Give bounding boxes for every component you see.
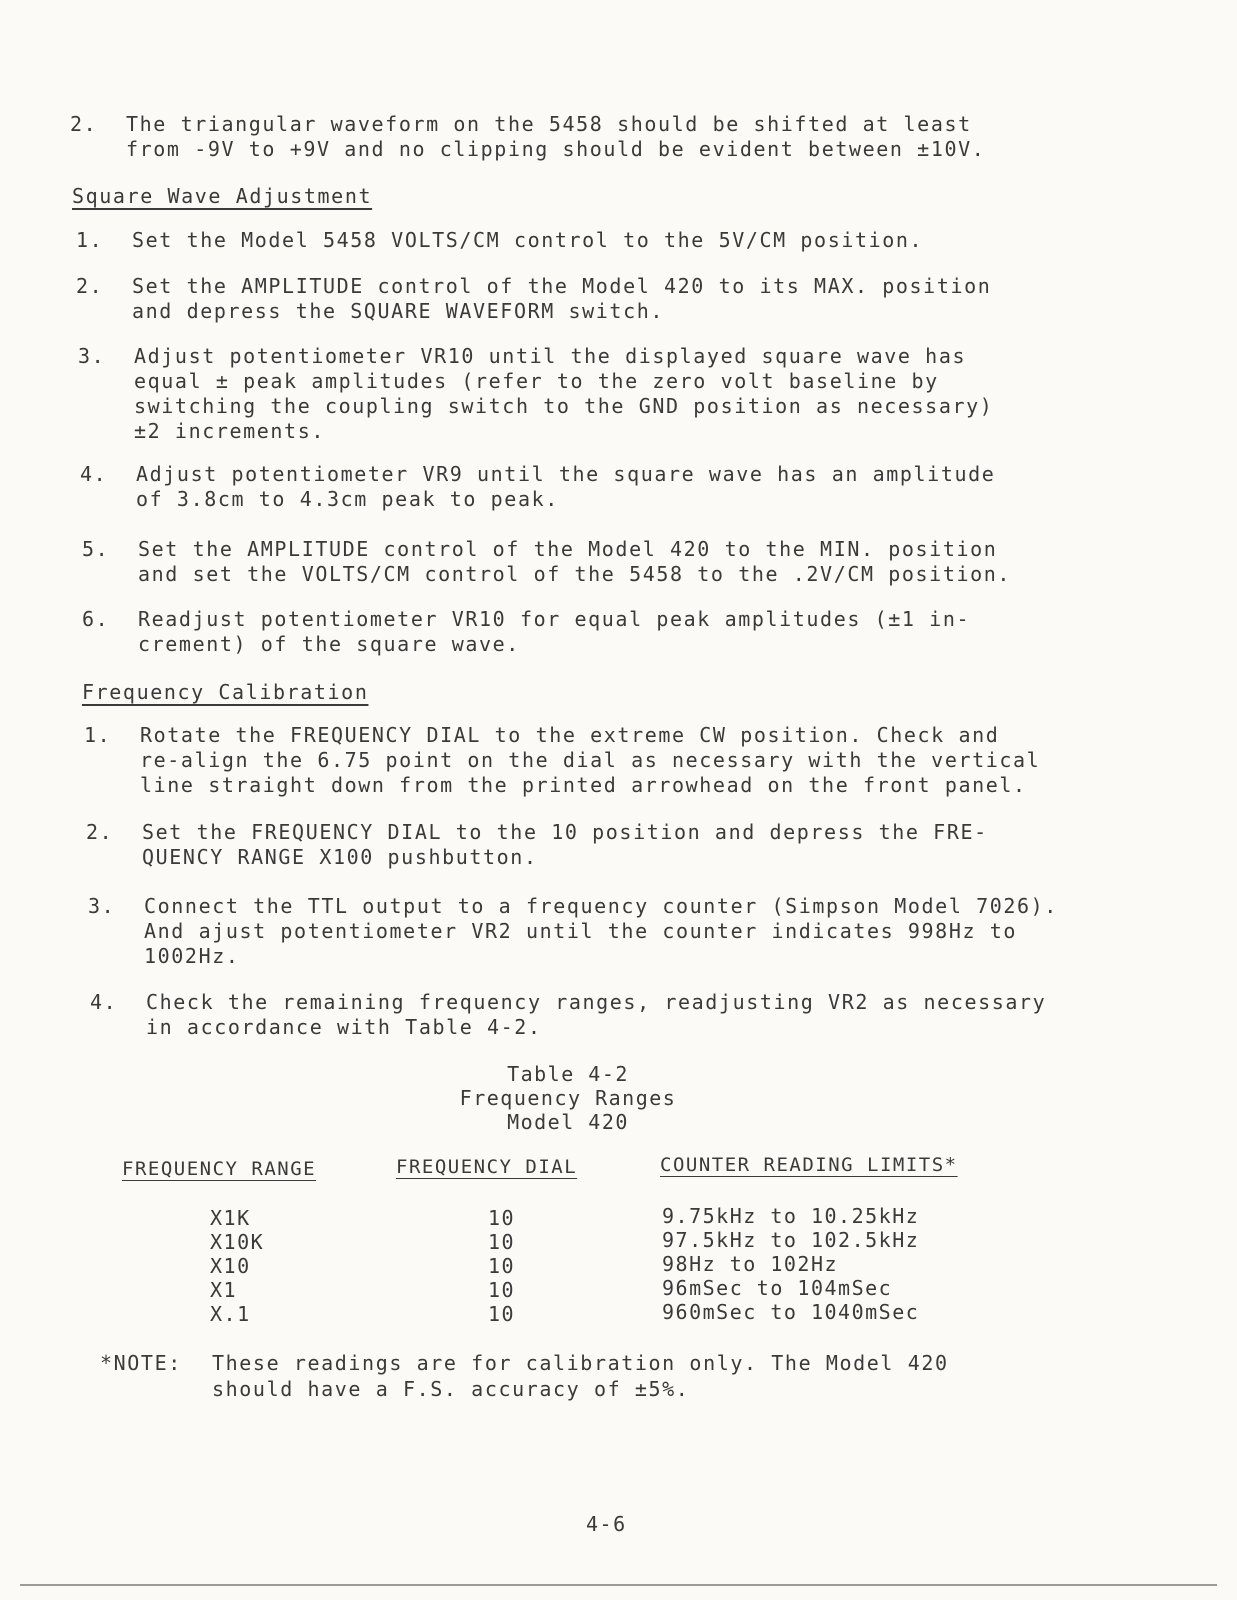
item-number: 2. [76,274,104,298]
table-cell: 9.75kHz to 10.25kHz [662,1204,920,1228]
table-cell: X1 [210,1278,238,1302]
item-number: 2. [86,820,114,844]
item-text: Check the remaining frequency ranges, readjusting VR2 as necessary in accordance with Table 4-2. [146,990,1047,1039]
note-text: These readings are for calibration only. The Model 420 should have a F.S. accuracy of ±5%. [212,1351,949,1401]
list-item [82,607,1082,657]
item-number: 6. [82,607,110,631]
item-number: 3. [88,894,116,918]
table-cell: X10K [210,1230,265,1254]
intro-list-item [70,112,1070,162]
table-cell: 10 [488,1302,516,1326]
item-number: 4. [80,462,108,486]
table-header-frequency-range: FREQUENCY RANGE [122,1158,317,1180]
page-number: 4-6 [586,1512,627,1536]
table-cell: X10 [210,1254,251,1278]
table-cell: 97.5kHz to 102.5kHz [662,1228,920,1252]
table-caption [418,1062,718,1134]
item-text: Set the Model 5458 VOLTS/CM control to the 5V/CM position. [132,228,924,252]
list-item [76,228,1076,254]
item-number: 1. [84,723,112,747]
table-caption-title: Table 4-2 [507,1062,629,1086]
table-caption-subtitle: Frequency Ranges [459,1086,677,1110]
item-text: Set the FREQUENCY DIAL to the 10 position and depress the FRE- QUENCY RANGE X100 pushbutton. [142,820,988,869]
table-header-frequency-dial: FREQUENCY DIAL [396,1156,578,1178]
table-note [100,1350,1050,1406]
item-number: 1. [76,228,104,252]
section-heading-frequency-calibration: Frequency Calibration [82,680,369,704]
table-cell: 10 [488,1206,516,1230]
item-text: The triangular waveform on the 5458 should be shifted at least from -9V to +9V and no clipping should be evident between ±10V. [126,112,986,161]
note-label: *NOTE: [100,1351,182,1375]
page-bottom-edge [20,1584,1217,1586]
table-cell: 96mSec to 104mSec [662,1276,893,1300]
item-number: 4. [90,990,118,1014]
item-number: 2. [70,112,98,136]
list-item [78,344,1078,444]
table-cell: 10 [488,1278,516,1302]
table-cell: X1K [210,1206,251,1230]
table-cell: X.1 [210,1302,251,1326]
table-column-frequency-range [210,1206,264,1326]
table-cell: 98Hz to 102Hz [662,1252,839,1276]
table-caption-model: Model 420 [507,1110,629,1134]
table-cell: 10 [488,1254,516,1278]
table-header-counter-reading-limits: COUNTER READING LIMITS* [660,1154,958,1176]
item-text: Rotate the FREQUENCY DIAL to the extreme CW position. Check and re-align the 6.75 point on the dial as necessary with the vertical line straight down from the printed arrowhead on the front panel. [140,723,1041,797]
list-item [76,274,1076,324]
item-text: Set the AMPLITUDE control of the Model 420 to the MIN. position and set the VOLTS/CM control of the 5458 to the .2V/CM position. [138,537,1012,586]
list-item [86,820,1116,870]
table-cell: 10 [488,1230,516,1254]
list-item [88,894,1128,970]
table-column-frequency-dial [488,1206,515,1326]
item-number: 5. [82,537,110,561]
item-text: Readjust potentiometer VR10 for equal peak amplitudes (±1 in- crement) of the square wave. [138,607,971,656]
list-item [82,537,1082,587]
item-text: Adjust potentiometer VR9 until the square wave has an amplitude of 3.8cm to 4.3cm peak to peak. [136,462,996,511]
table-column-counter-reading-limits [662,1204,919,1324]
list-item [90,990,1130,1040]
item-text: Adjust potentiometer VR10 until the displayed square wave has equal ± peak amplitudes (refer to the zero volt baseline by switching the coupling switch to the GND position as necessary) ±2 increments. [134,344,994,443]
list-item [84,723,1114,799]
table-cell: 960mSec to 1040mSec [662,1300,920,1324]
item-number: 3. [78,344,106,368]
list-item [80,462,1080,512]
item-text: Set the AMPLITUDE control of the Model 420 to its MAX. position and depress the SQUARE WAVEFORM switch. [132,274,992,323]
section-heading-square-wave: Square Wave Adjustment [72,184,373,208]
item-text: Connect the TTL output to a frequency counter (Simpson Model 7026). And ajust potentiometer VR2 until the counter indicates 998Hz to 1002Hz. [144,894,1058,968]
